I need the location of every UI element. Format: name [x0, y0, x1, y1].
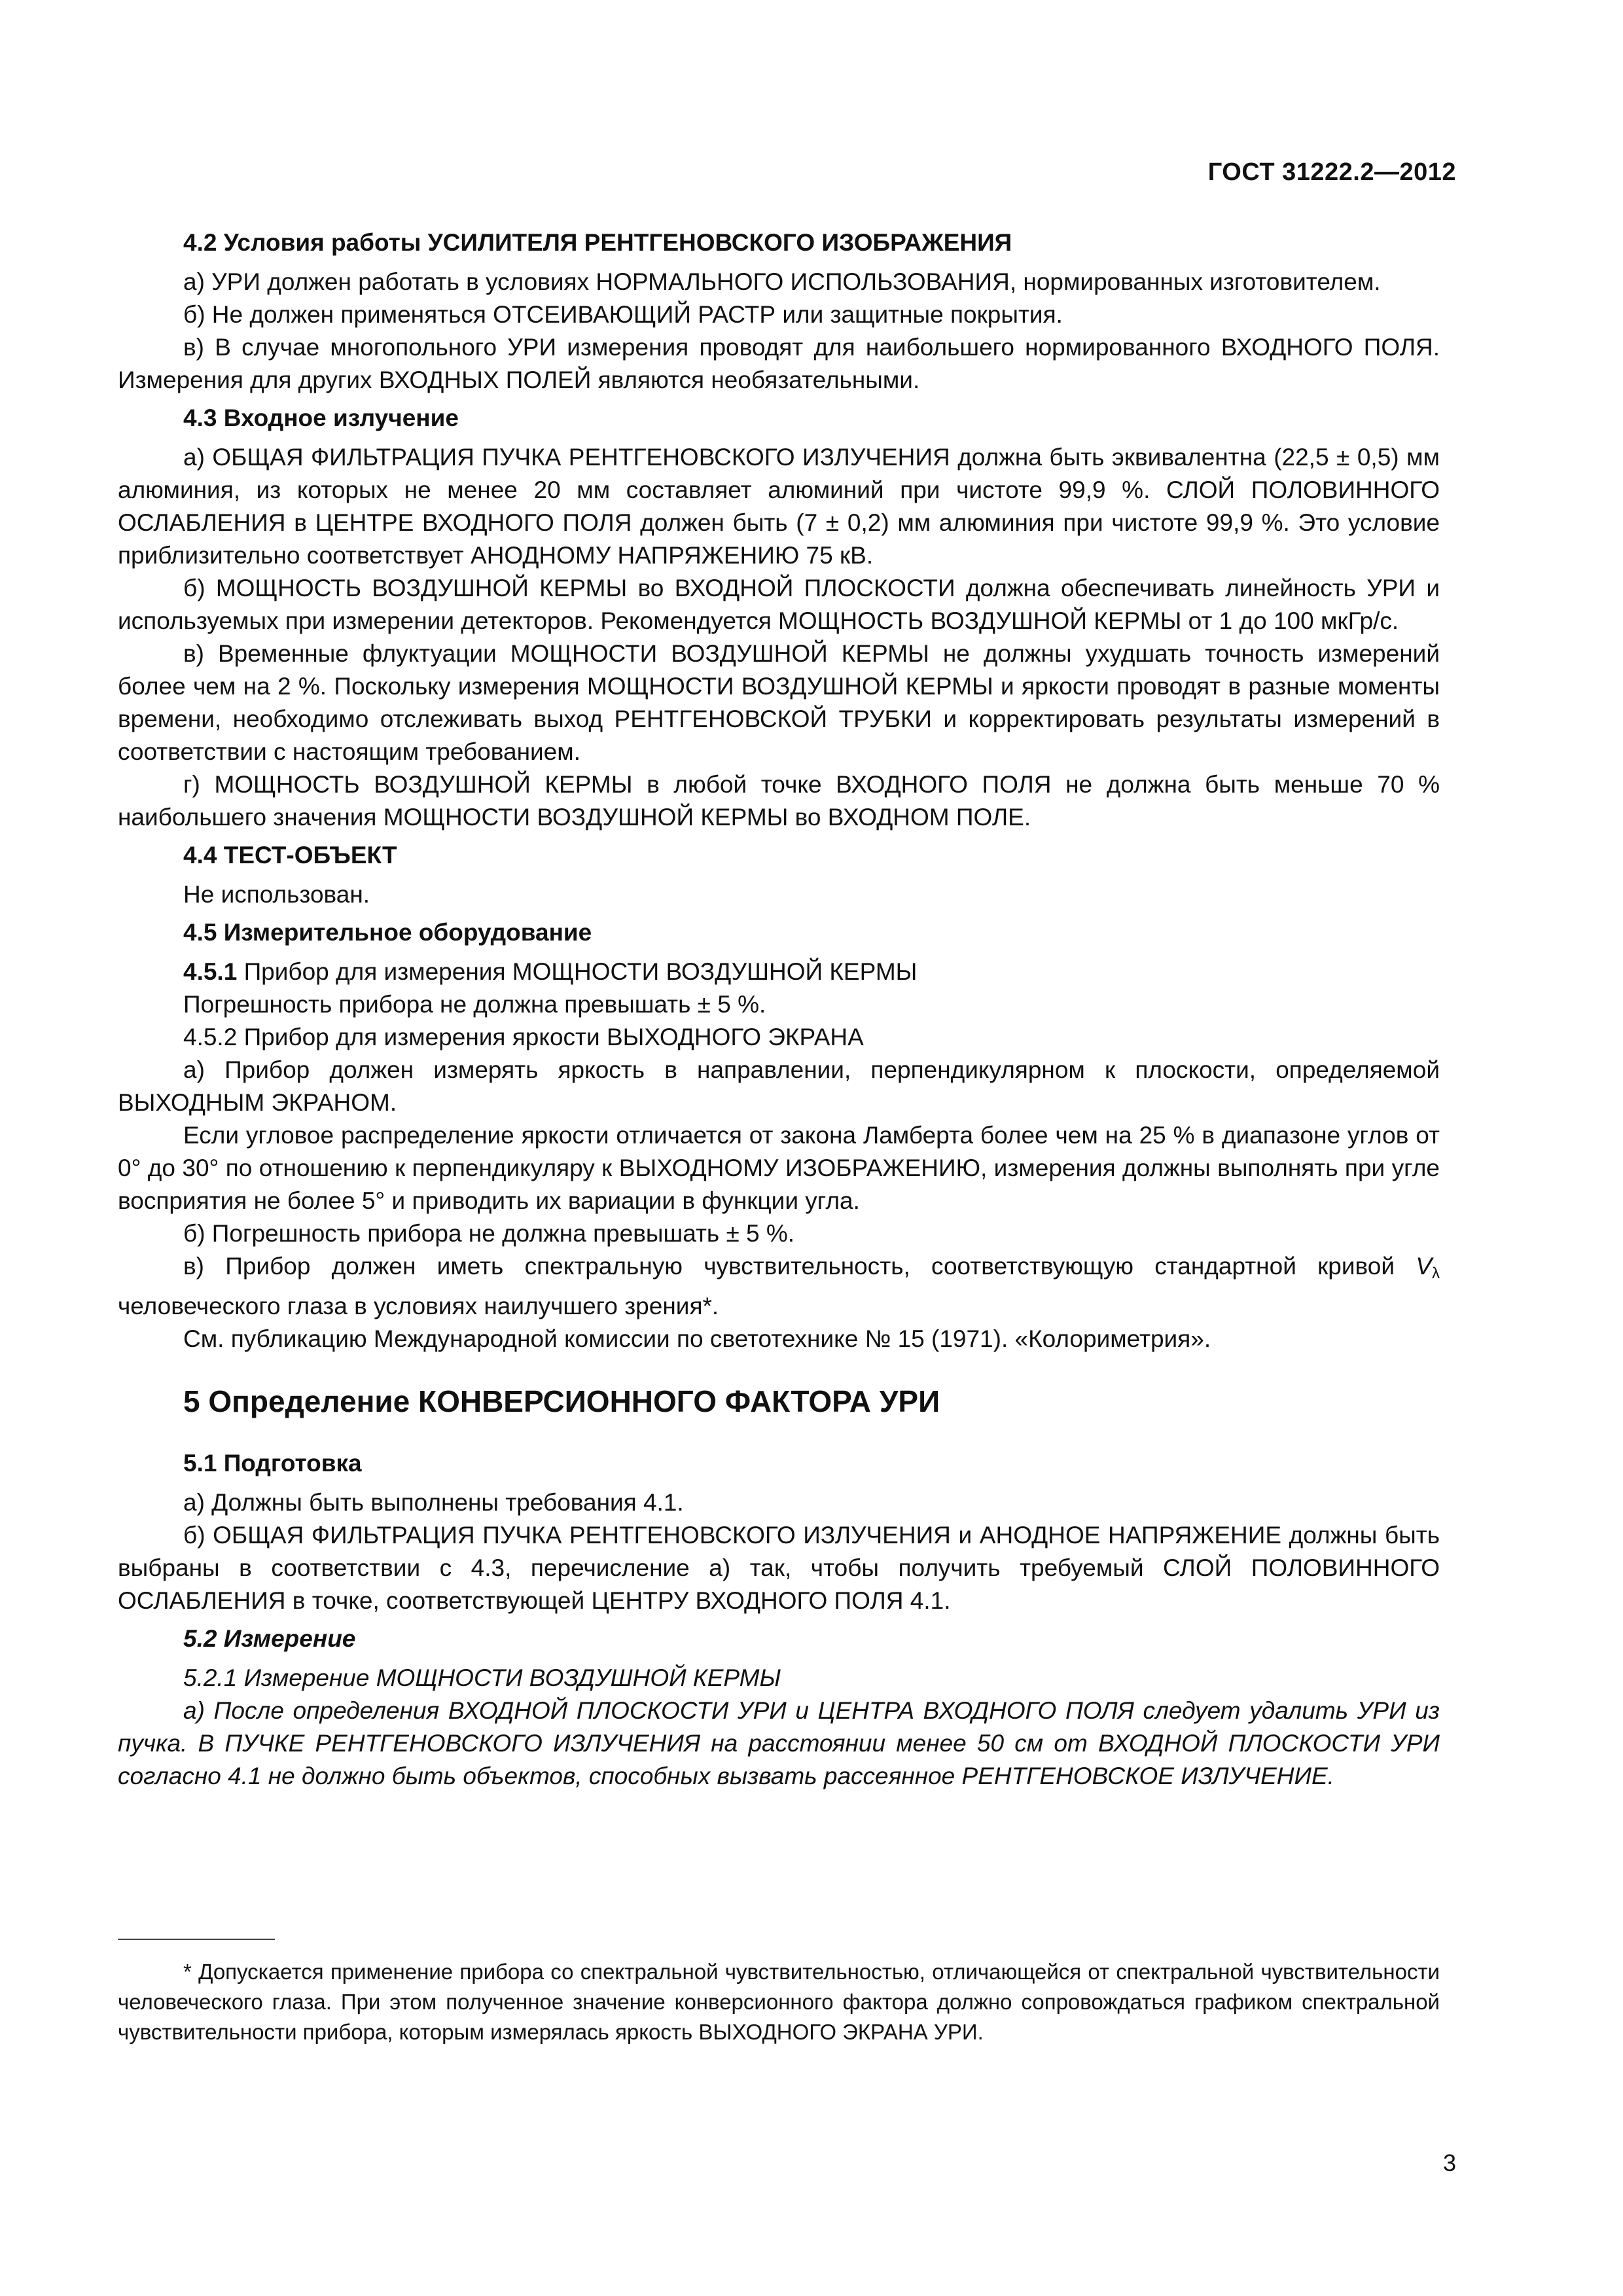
section-4-3-item-a: а) ОБЩАЯ ФИЛЬТРАЦИЯ ПУЧКА РЕНТГЕНОВСКОГО ИЗЛУЧЕНИЯ должна быть эквивалентна (22,5 ± 0,5) мм алюминия, из которых не менее 20 мм составляет алюминий при чистоте 99,9 %. СЛОЙ ПОЛОВИННОГО ОСЛАБЛЕНИЯ в ЦЕНТРЕ ВХОДНОГО ПОЛЯ должен быть (7 ± 0,2) мм алюминия при чистоте 99,9 %. Это условие приблизительно соответствует АНОДНОМУ НАПРЯЖЕНИЮ 75 кВ. [118, 444, 1440, 569]
section-5-1-item-b: б) ОБЩАЯ ФИЛЬТРАЦИЯ ПУЧКА РЕНТГЕНОВСКОГО ИЗЛУЧЕНИЯ и АНОДНОЕ НАПРЯЖЕНИЕ должны быть выбраны в соответствии с 4.3, перечисление а) так, чтобы получить требуемый СЛОЙ ПОЛОВИННОГО ОСЛАБЛЕНИЯ в точке, соответствующей ЦЕНТРУ ВХОДНОГО ПОЛЯ 4.1. [118, 1522, 1440, 1614]
section-4-5-2-item-c-tail: человеческого глаза в условиях наилучшего зрения*. [118, 1293, 719, 1319]
section-4-2-heading: 4.2 Условия работы УСИЛИТЕЛЯ РЕНТГЕНОВСКОГО ИЗОБРАЖЕНИЯ [183, 229, 1012, 256]
v-lambda-symbol: V [1416, 1253, 1432, 1280]
section-5-1-heading: 5.1 Подготовка [183, 1450, 362, 1477]
section-4-5-heading: 4.5 Измерительное оборудование [183, 919, 592, 946]
section-5-2-1: 5.2.1 Измерение МОЩНОСТИ ВОЗДУШНОЙ КЕРМЫ [183, 1664, 781, 1691]
section-4-3-heading: 4.3 Входное излучение [183, 404, 459, 431]
section-4-5-1-accuracy: Погрешность прибора не должна превышать ± 5 %. [183, 991, 766, 1018]
section-4-4-text: Не использован. [183, 881, 370, 908]
footnote-divider [118, 1939, 275, 1940]
footnote [118, 1957, 1440, 2047]
section-5-heading: 5 Определение КОНВЕРСИОННОГО ФАКТОРА УРИ [183, 1384, 940, 1418]
document-header: ГОСТ 31222.2—2012 [1207, 158, 1456, 186]
section-4-5-2-item-b: б) Погрешность прибора не должна превышать ± 5 %. [183, 1220, 795, 1247]
section-4-5-2-item-c [118, 1250, 1440, 1323]
section-4-2-item-c: в) В случае многопольного УРИ измерения проводят для наибольшего нормированного ВХОДНОГО ПОЛЯ. Измерения для других ВХОДНЫХ ПОЛЕЙ являются необязательными. [118, 334, 1440, 393]
section-5-2-1-item-a: а) После определения ВХОДНОЙ ПЛОСКОСТИ УРИ и ЦЕНТРА ВХОДНОГО ПОЛЯ следует удалить УРИ из пучка. В ПУЧКЕ РЕНТГЕНОВСКОГО ИЗЛУЧЕНИЯ на расстоянии менее 50 см от ВХОДНОЙ ПЛОСКОСТИ УРИ согласно 4.1 не должно быть объектов, способных вызвать рассеянное РЕНТГЕНОВСКОЕ ИЗЛУЧЕНИЕ. [118, 1697, 1440, 1789]
section-4-5-1-text: Прибор для измерения МОЩНОСТИ ВОЗДУШНОЙ КЕРМЫ [237, 958, 918, 985]
section-4-3-item-d: г) МОЩНОСТЬ ВОЗДУШНОЙ КЕРМЫ в любой точке ВХОДНОГО ПОЛЯ не должна быть меньше 70 % наибольшего значения МОЩНОСТИ ВОЗДУШНОЙ КЕРМЫ во ВХОДНОМ ПОЛЕ. [118, 771, 1440, 831]
section-4-5-2-item-c-text: в) Прибор должен иметь спектральную чувствительность, соответствующую стандартной кривой [183, 1253, 1395, 1280]
section-4-3-item-c: в) Временные флуктуации МОЩНОСТИ ВОЗДУШНОЙ КЕРМЫ не должны ухудшать точность измерений более чем на 2 %. Поскольку измерения МОЩНОСТИ ВОЗДУШНОЙ КЕРМЫ и яркости проводят в разные моменты времени, необходимо отслеживать выход РЕНТГЕНОВСКОЙ ТРУБКИ и корректировать результаты измерений в соответствии с настоящим требованием. [118, 640, 1440, 765]
section-4-5-2-item-a: а) Прибор должен измерять яркость в направлении, перпендикулярном к плоскости, определяемой ВЫХОДНЫМ ЭКРАНОМ. [118, 1056, 1440, 1116]
section-4-5-2-lambert: Если угловое распределение яркости отличается от закона Ламберта более чем на 25 % в диапазоне углов от 0° до 30° по отношению к перпендикуляру к ВЫХОДНОМУ ИЗОБРАЖЕНИЮ, измерения должны выполнять при угле восприятия не более 5° и приводить их вариации в функции угла. [118, 1122, 1440, 1214]
lambda-subscript: λ [1432, 1265, 1440, 1282]
section-4-3-item-b: б) МОЩНОСТЬ ВОЗДУШНОЙ КЕРМЫ во ВХОДНОЙ ПЛОСКОСТИ должна обеспечивать линейность УРИ и используемых при измерении детекторов. Рекомендуется МОЩНОСТЬ ВОЗДУШНОЙ КЕРМЫ от 1 до 100 мкГр/с. [118, 575, 1440, 634]
section-4-4-heading: 4.4 ТЕСТ-ОБЪЕКТ [183, 842, 397, 869]
footnote-text: * Допускается применение прибора со спектральной чувствительностью, отличающейся от спектральной чувствительности человеческого глаза. При этом полученное значение конверсионного фактора должно сопровождаться графиком спектральной чувствительности прибора, которым измерялась яркость ВЫХОДНОГО ЭКРАНА УРИ. [118, 1960, 1440, 2044]
section-5-1-item-a: а) Должны быть выполнены требования 4.1. [183, 1489, 684, 1516]
cie-reference: См. публикацию Международной комиссии по светотехнике № 15 (1971). «Колориметрия». [183, 1325, 1211, 1352]
section-4-2-item-b: б) Не должен применяться ОТСЕИВАЮЩИЙ РАСТР или защитные покрытия. [183, 301, 1063, 328]
section-4-2-item-a: а) УРИ должен работать в условиях НОРМАЛЬНОГО ИСПОЛЬЗОВАНИЯ, нормированных изготовителем. [183, 268, 1381, 295]
section-5-2-heading: 5.2 Измерение [183, 1625, 356, 1652]
page-number: 3 [1442, 2149, 1456, 2176]
page-content [118, 221, 1440, 1793]
section-4-5-1-number: 4.5.1 [183, 958, 238, 985]
section-4-5-2: 4.5.2 Прибор для измерения яркости ВЫХОДНОГО ЭКРАНА [183, 1024, 864, 1050]
section-4-5-1 [118, 956, 1440, 988]
